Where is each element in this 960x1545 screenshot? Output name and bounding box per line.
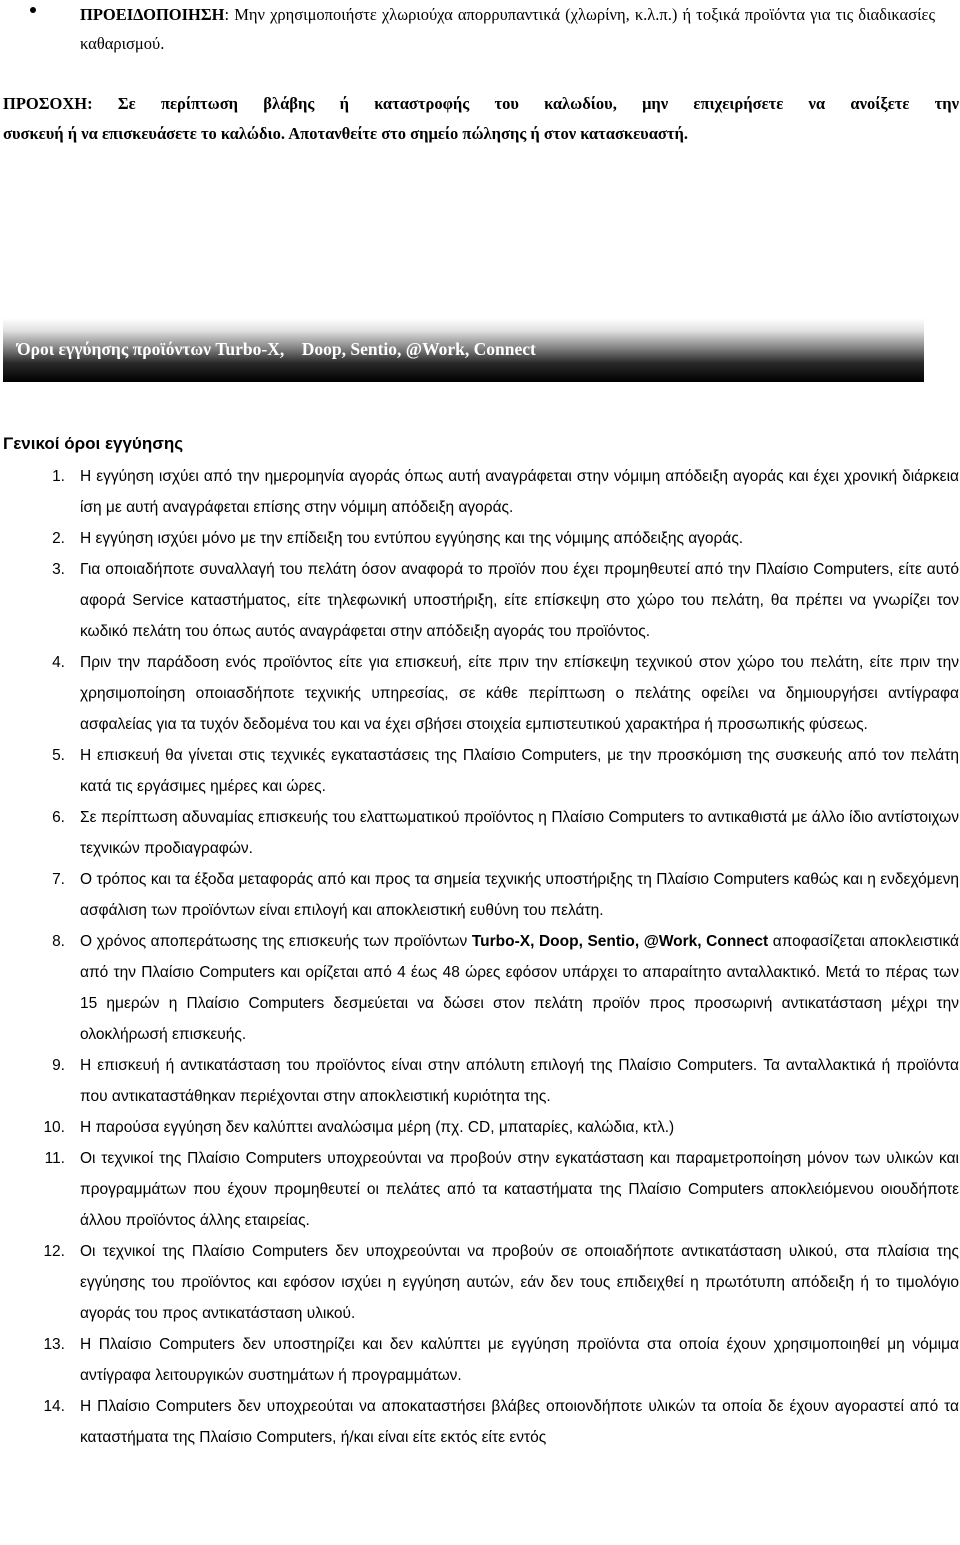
warranty-banner xyxy=(3,318,924,382)
list-item xyxy=(3,802,959,864)
term-number: 2. xyxy=(52,530,65,547)
term-text: Για οποιαδήποτε συναλλαγή του πελάτη όσον αναφορά το προϊόν που έχει προμηθευτεί από την Πλαίσιο Computers, είτε αυτό αφορά Service καταστήματος, είτε τηλεφωνική υποστήριξη, είτε επίσκεψη στο χώρο του πελάτη, θα πρέπει να γνωρίζει τον κωδικό πελάτη του όπως αυτός αναγράφεται στην απόδειξη αγοράς του προϊόντος. xyxy=(80,561,959,640)
list-item xyxy=(3,1391,959,1453)
term-text: Σε περίπτωση αδυναμίας επισκευής του ελαττωματικού προϊόντος η Πλαίσιο Computers το αντικαθιστά με άλλο ίδιο αντίστοιχων τεχνικών προδιαγραφών. xyxy=(80,809,959,857)
term-text xyxy=(80,926,959,1050)
bullet-label: ΠΡΟΕΙΔΟΠΟΙΗΣΗ xyxy=(80,5,225,24)
term-text-before: Ο χρόνος αποπεράτωσης της επισκευής των προϊόντων xyxy=(80,933,472,950)
list-item xyxy=(3,523,959,554)
list-item xyxy=(3,740,959,802)
term-text: Πριν την παράδοση ενός προϊόντος είτε για επισκευή, είτε πριν την επίσκεψη τεχνικού στον χώρο του πελάτη, είτε πριν την χρησιμοποίηση οποιασδήποτε τεχνικής υπηρεσίας, σε κάθε περίπτωση ο πελάτης οφείλει να δημιουργήσει αντίγραφα ασφαλείας για τα τυχόν δεδομένα του και να έχει σβήσει στοιχεία εμπιστευτικού χαρακτήρα ή προσωπικής φύσεως. xyxy=(80,654,959,733)
bullet-body: : Μην χρησιμοποιήστε χλωριούχα απορρυπαντικά (χλωρίνη, κ.λ.π.) ή τοξικά προϊόντα για τις διαδικασίες καθαρισμού. xyxy=(80,5,935,53)
term-number: 14. xyxy=(43,1398,65,1415)
term-number: 5. xyxy=(52,747,65,764)
banner-title: Όροι εγγύησης προϊόντων Turbo-X, Doop, Sentio, @Work, Connect xyxy=(17,339,536,359)
term-number: 13. xyxy=(43,1336,65,1353)
term-number: 4. xyxy=(52,654,65,671)
term-bold-products: Turbo-X, Doop, Sentio, @Work, Connect xyxy=(471,933,769,950)
term-text: Οι τεχνικοί της Πλαίσιο Computers δεν υποχρεούνται να προβούν σε οποιαδήποτε αντικατάσταση υλικού, στα πλαίσια της εγγύησης του προϊόντος και εφόσον ισχύει η εγγύηση αυτών, εάν δεν τους επιδειχθεί η πρωτότυπη απόδειξη ή το τιμολόγιο αγοράς του προς αντικατάσταση υλικού. xyxy=(80,1243,959,1322)
term-number: 10. xyxy=(43,1119,65,1136)
caution-line-1: ΠΡΟΣΟΧΗ: Σε περίπτωση βλάβης ή καταστροφής του καλωδίου, μην επιχειρήσετε να ανοίξετε την xyxy=(3,94,959,113)
term-number: 3. xyxy=(52,561,65,578)
term-text: Η επισκευή ή αντικατάσταση του προϊόντος είναι στην απόλυτη επιλογή της Πλαίσιο Computers. Τα ανταλλακτικά ή προϊόντα που αντικαταστάθηκαν περιέχονται στην αποκλειστική κυριότητα της. xyxy=(80,1057,959,1105)
list-item xyxy=(3,647,959,740)
term-number: 7. xyxy=(52,871,65,888)
warning-bullet xyxy=(30,0,935,58)
list-item xyxy=(3,926,959,1050)
list-item xyxy=(3,1112,959,1143)
term-number: 1. xyxy=(52,468,65,485)
warranty-terms-list xyxy=(3,461,959,1453)
list-item xyxy=(3,1236,959,1329)
list-item xyxy=(3,461,959,523)
term-text: Η επισκευή θα γίνεται στις τεχνικές εγκαταστάσεις της Πλαίσιο Computers, με την προσκόμιση της συσκευής από τον πελάτη κατά τις εργάσιμες ημέρες και ώρες. xyxy=(80,747,959,795)
caution-paragraph xyxy=(3,89,959,149)
section-title: Γενικοί όροι εγγύησης xyxy=(3,434,184,453)
term-text-after: αποφασίζεται αποκλειστικά από την Πλαίσιο Computers και ορίζεται από 4 έως 48 ώρες εφόσον υπάρχει το απαραίτητο ανταλλακτικό. Μετά το πέρας των 15 ημερών η Πλαίσιο Computers δεσμεύεται να δώσει στον πελάτη προϊόν προς προσωρινή αντικατάσταση μέχρι την ολοκλήρωσή επισκευής. xyxy=(80,933,960,1043)
list-item xyxy=(3,1050,959,1112)
term-text: Η Πλαίσιο Computers δεν υποχρεούται να αποκαταστήσει βλάβες οποιονδήποτε υλικών τα οποία δε έχουν αγοραστεί από τα καταστήματα της Πλαίσιο Computers, ή/και είναι είτε εκτός είτε εντός xyxy=(80,1398,959,1446)
bullet-paragraph xyxy=(80,0,935,58)
term-text: Η Πλαίσιο Computers δεν υποστηρίζει και δεν καλύπτει με εγγύηση προϊόντα στα οποία έχουν χρησιμοποιηθεί μη νόμιμα αντίγραφα λειτουργικών συστημάτων ή προγραμμάτων. xyxy=(80,1336,959,1384)
term-number: 12. xyxy=(43,1243,65,1260)
term-text: Η παρούσα εγγύηση δεν καλύπτει αναλώσιμα μέρη (πχ. CD, μπαταρίες, καλώδια, κτλ.) xyxy=(80,1119,675,1136)
list-item xyxy=(3,554,959,647)
term-text: Ο τρόπος και τα έξοδα μεταφοράς από και προς τα σημεία τεχνικής υποστήριξης τη Πλαίσιο Computers καθώς και η ενδεχόμενη ασφάλιση των προϊόντων είναι επιλογή και αποκλειστική ευθύνη του πελάτη. xyxy=(80,871,959,919)
term-text: Η εγγύηση ισχύει μόνο με την επίδειξη του εντύπου εγγύησης και της νόμιμης απόδειξης αγοράς. xyxy=(80,530,744,547)
term-number: 9. xyxy=(52,1057,65,1074)
list-item xyxy=(3,1143,959,1236)
list-item xyxy=(3,864,959,926)
term-number: 6. xyxy=(52,809,65,826)
term-number: 11. xyxy=(44,1150,65,1167)
term-text: Η εγγύηση ισχύει από την ημερομηνία αγοράς όπως αυτή αναγράφεται στην νόμιμη απόδειξη αγοράς και έχει χρονική διάρκεια ίση με αυτή αναγράφεται επίσης στην νόμιμη απόδειξη αγοράς. xyxy=(80,468,959,516)
caution-line-2: συσκευή ή να επισκευάσετε το καλώδιο. Αποτανθείτε στο σημείο πώλησης ή στον κατασκευαστή. xyxy=(3,124,688,143)
list-item xyxy=(3,1329,959,1391)
term-number: 8. xyxy=(52,933,65,950)
bullet-dot-icon xyxy=(30,7,36,13)
term-text: Οι τεχνικοί της Πλαίσιο Computers υποχρεούνται να προβούν στην εγκατάσταση και παραμετροποίηση μόνον των υλικών και προγραμμάτων που έχουν προμηθευτεί οι πελάτες από τα καταστήματα της Πλαίσιο Computers αποκλειόμενου οιουδήποτε άλλου προϊόντος άλλης εταιρείας. xyxy=(80,1150,959,1229)
